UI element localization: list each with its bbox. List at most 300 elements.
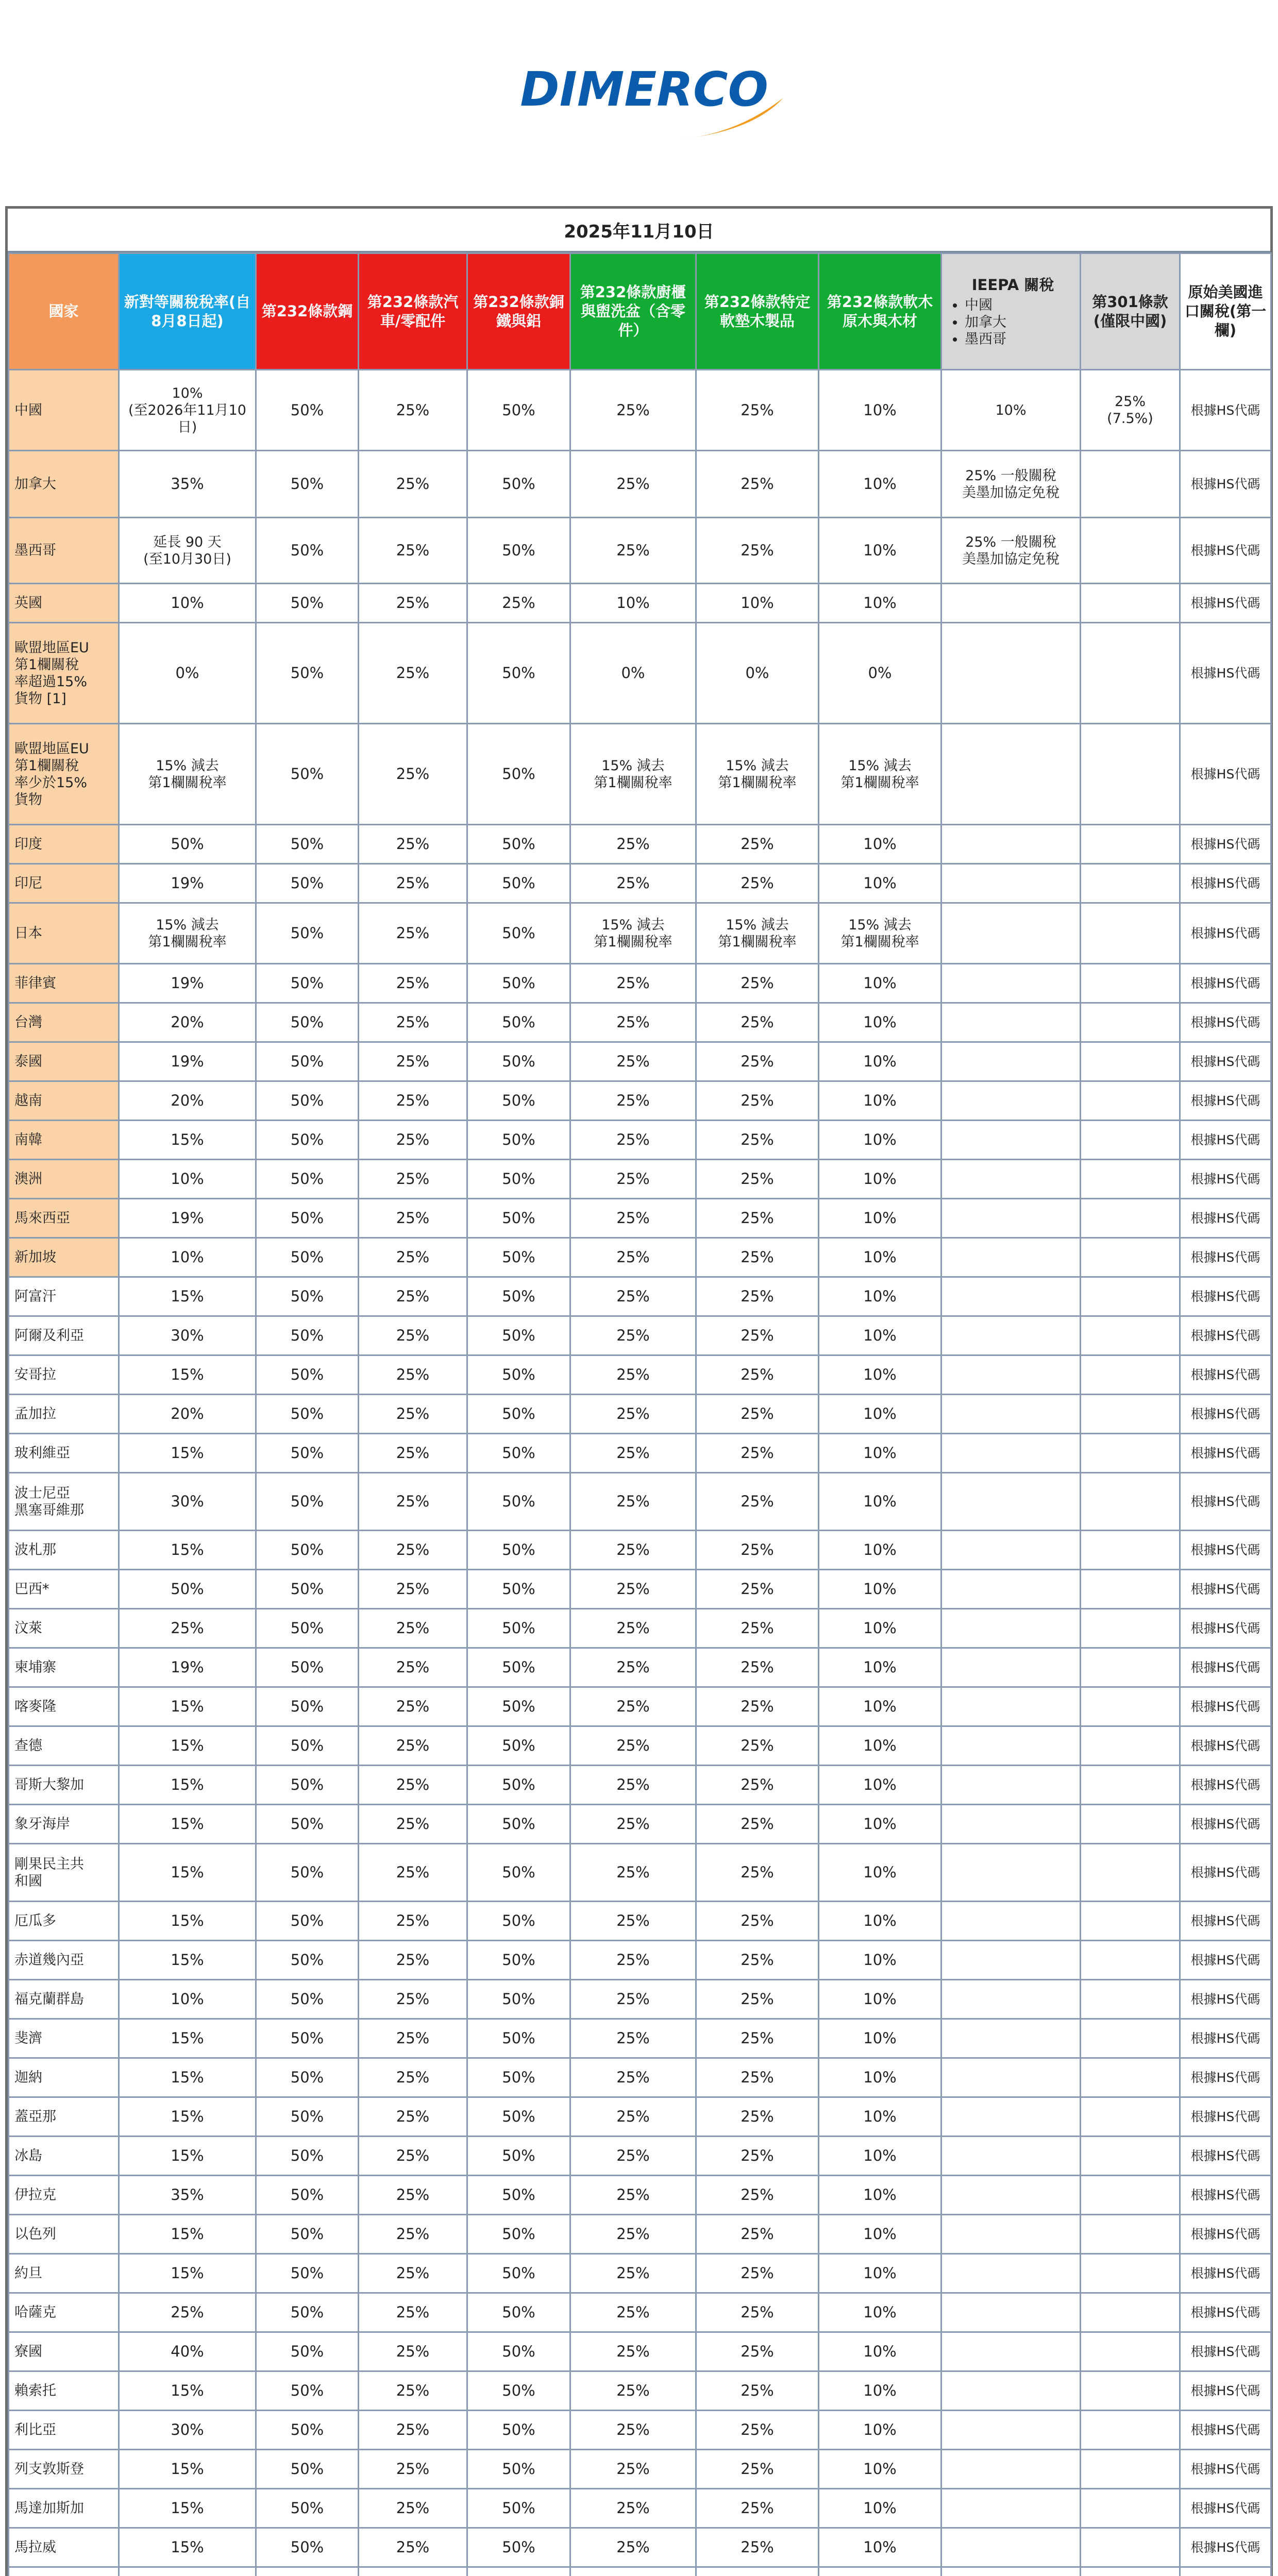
cell-copper: 50% [467, 1941, 570, 1980]
cell-sofa: 25% [696, 2215, 819, 2254]
cell-mfn: 根據HS代碼 [1180, 2019, 1271, 2058]
cell-kitchen: 25% [570, 2058, 696, 2097]
cell-mfn: 根據HS代碼 [1180, 584, 1271, 623]
cell-country: 安哥拉 [9, 1355, 119, 1395]
cell-steel: 50% [256, 2254, 359, 2293]
cell-lumber: 10% [819, 2411, 941, 2450]
cell-country: 孟加拉 [9, 1395, 119, 1434]
cell-country: 厄瓜多 [9, 1902, 119, 1941]
cell-mfn: 根據HS代碼 [1180, 370, 1271, 451]
cell-kitchen: 25% [570, 1238, 696, 1277]
header-steel: 第232條款鋼 [256, 253, 359, 370]
cell-auto: 25% [359, 1648, 467, 1687]
cell-auto: 25% [359, 2489, 467, 2528]
cell-country: 英國 [9, 584, 119, 623]
cell-steel: 50% [256, 1609, 359, 1648]
cell-copper [467, 2567, 570, 2576]
cell-mfn: 根據HS代碼 [1180, 2528, 1271, 2567]
cell-ieepa [941, 2411, 1081, 2450]
cell-lumber: 15% 減去 第1欄關稅率 [819, 724, 941, 825]
cell-sofa: 25% [696, 1726, 819, 1766]
cell-auto: 25% [359, 1238, 467, 1277]
cell-s301 [1081, 2215, 1180, 2254]
cell-ieepa [941, 2528, 1081, 2567]
cell-country: 巴西* [9, 1570, 119, 1609]
cell-reciprocal: 15% [119, 1355, 256, 1395]
cell-s301 [1081, 1726, 1180, 1766]
cell-auto: 25% [359, 2528, 467, 2567]
cell-steel: 50% [256, 1160, 359, 1199]
cell-auto: 25% [359, 1316, 467, 1355]
table-row [9, 2254, 1271, 2293]
cell-copper: 50% [467, 864, 570, 903]
cell-copper: 50% [467, 1277, 570, 1316]
cell-copper: 50% [467, 1042, 570, 1081]
cell-copper: 50% [467, 370, 570, 451]
cell-reciprocal: 19% [119, 964, 256, 1003]
cell-lumber: 10% [819, 2489, 941, 2528]
cell-copper: 50% [467, 1003, 570, 1042]
cell-ieepa [941, 1902, 1081, 1941]
cell-reciprocal: 15% [119, 1902, 256, 1941]
cell-s301 [1081, 623, 1180, 724]
cell-country: 約旦 [9, 2254, 119, 2293]
cell-kitchen: 0% [570, 623, 696, 724]
cell-lumber: 10% [819, 1844, 941, 1902]
cell-s301 [1081, 518, 1180, 584]
cell-steel: 50% [256, 724, 359, 825]
cell-s301 [1081, 2137, 1180, 2176]
cell-sofa: 25% [696, 1941, 819, 1980]
cell-steel: 50% [256, 2019, 359, 2058]
cell-steel: 50% [256, 2489, 359, 2528]
cell-ieepa [941, 1648, 1081, 1687]
cell-mfn: 根據HS代碼 [1180, 2097, 1271, 2137]
cell-auto: 25% [359, 2371, 467, 2411]
cell-reciprocal: 15% 減去 第1欄關稅率 [119, 903, 256, 964]
cell-steel: 50% [256, 1355, 359, 1395]
cell-steel: 50% [256, 1941, 359, 1980]
cell-copper: 50% [467, 1238, 570, 1277]
cell-country: 查德 [9, 1726, 119, 1766]
cell-auto: 25% [359, 2293, 467, 2332]
cell-steel: 50% [256, 1316, 359, 1355]
cell-steel: 50% [256, 518, 359, 584]
cell-s301 [1081, 1805, 1180, 1844]
cell-lumber: 10% [819, 1355, 941, 1395]
cell-sofa: 25% [696, 2332, 819, 2371]
cell-auto: 25% [359, 1434, 467, 1473]
cell-copper: 50% [467, 1316, 570, 1355]
cell-kitchen: 25% [570, 1160, 696, 1199]
cell-mfn: 根據HS代碼 [1180, 1570, 1271, 1609]
cell-steel: 50% [256, 964, 359, 1003]
cell-sofa: 25% [696, 2489, 819, 2528]
cell-lumber: 10% [819, 2254, 941, 2293]
cell-sofa: 25% [696, 1003, 819, 1042]
cell-reciprocal: 35% [119, 2176, 256, 2215]
cell-mfn: 根據HS代碼 [1180, 1160, 1271, 1199]
cell-s301 [1081, 1766, 1180, 1805]
cell-lumber: 10% [819, 2293, 941, 2332]
cell-copper: 50% [467, 1609, 570, 1648]
cell-ieepa [941, 1395, 1081, 1434]
header-copper: 第232條款銅鐵與鋁 [467, 253, 570, 370]
cell-ieepa [941, 623, 1081, 724]
cell-kitchen: 25% [570, 1316, 696, 1355]
cell-lumber: 10% [819, 1941, 941, 1980]
cell-reciprocal: 35% [119, 451, 256, 518]
table-row [9, 518, 1271, 584]
cell-reciprocal: 30% [119, 2411, 256, 2450]
cell-s301 [1081, 1687, 1180, 1726]
cell-copper: 50% [467, 1980, 570, 2019]
cell-kitchen: 25% [570, 1081, 696, 1121]
cell-sofa: 25% [696, 1395, 819, 1434]
cell-mfn: 根據HS代碼 [1180, 1316, 1271, 1355]
cell-ieepa [941, 1726, 1081, 1766]
cell-auto: 25% [359, 1395, 467, 1434]
cell-reciprocal: 10% (至2026年11月10日) [119, 370, 256, 451]
cell-s301 [1081, 2097, 1180, 2137]
cell-mfn: 根據HS代碼 [1180, 1199, 1271, 1238]
cell-lumber: 10% [819, 1042, 941, 1081]
cell-country: 寮國 [9, 2332, 119, 2371]
cell-mfn: 根據HS代碼 [1180, 1355, 1271, 1395]
dimerco-logo [495, 57, 794, 144]
cell-sofa: 25% [696, 2019, 819, 2058]
cell-kitchen: 25% [570, 1902, 696, 1941]
cell-steel: 50% [256, 1277, 359, 1316]
cell-copper: 50% [467, 1648, 570, 1687]
cell-s301 [1081, 1081, 1180, 1121]
cell-country [9, 2567, 119, 2576]
cell-mfn: 根據HS代碼 [1180, 1941, 1271, 1980]
cell-steel: 50% [256, 2332, 359, 2371]
cell-mfn: 根據HS代碼 [1180, 1902, 1271, 1941]
cell-auto: 25% [359, 451, 467, 518]
cell-mfn: 根據HS代碼 [1180, 1042, 1271, 1081]
cell-kitchen: 25% [570, 1473, 696, 1531]
table-row [9, 2332, 1271, 2371]
cell-s301 [1081, 451, 1180, 518]
cell-s301 [1081, 1003, 1180, 1042]
cell-sofa: 25% [696, 1687, 819, 1726]
cell-kitchen: 25% [570, 2371, 696, 2411]
cell-kitchen: 25% [570, 1941, 696, 1980]
cell-mfn: 根據HS代碼 [1180, 1766, 1271, 1805]
cell-country: 利比亞 [9, 2411, 119, 2450]
cell-sofa: 25% [696, 451, 819, 518]
cell-mfn: 根據HS代碼 [1180, 1238, 1271, 1277]
cell-auto: 25% [359, 2254, 467, 2293]
cell-kitchen: 25% [570, 2176, 696, 2215]
cell-lumber: 10% [819, 451, 941, 518]
cell-country: 斐濟 [9, 2019, 119, 2058]
cell-s301 [1081, 903, 1180, 964]
cell-mfn: 根據HS代碼 [1180, 1648, 1271, 1687]
cell-copper: 50% [467, 1726, 570, 1766]
cell-auto: 25% [359, 2450, 467, 2489]
cell-kitchen: 25% [570, 2332, 696, 2371]
table-row [9, 1570, 1271, 1609]
cell-ieepa: 25% 一般關稅 美墨加協定免稅 [941, 451, 1081, 518]
cell-steel [256, 2567, 359, 2576]
cell-country: 冰島 [9, 2137, 119, 2176]
cell-country: 中國 [9, 370, 119, 451]
cell-country: 馬來西亞 [9, 1199, 119, 1238]
cell-reciprocal: 10% [119, 1980, 256, 2019]
cell-copper: 50% [467, 2489, 570, 2528]
cell-sofa: 25% [696, 1355, 819, 1395]
cell-ieepa [941, 1980, 1081, 2019]
cell-kitchen: 25% [570, 451, 696, 518]
cell-steel: 50% [256, 1003, 359, 1042]
cell-country: 馬達加斯加 [9, 2489, 119, 2528]
cell-copper: 25% [467, 584, 570, 623]
cell-reciprocal: 50% [119, 1570, 256, 1609]
cell-country: 哥斯大黎加 [9, 1766, 119, 1805]
cell-auto: 25% [359, 2019, 467, 2058]
cell-ieepa [941, 1687, 1081, 1726]
cell-lumber: 10% [819, 1980, 941, 2019]
cell-ieepa [941, 964, 1081, 1003]
cell-lumber: 10% [819, 1121, 941, 1160]
cell-country: 馬拉威 [9, 2528, 119, 2567]
cell-auto: 25% [359, 1902, 467, 1941]
cell-steel: 50% [256, 1081, 359, 1121]
table-row [9, 623, 1271, 724]
cell-ieepa [941, 1199, 1081, 1238]
cell-s301 [1081, 2411, 1180, 2450]
cell-reciprocal: 15% [119, 1941, 256, 1980]
cell-auto: 25% [359, 1473, 467, 1531]
cell-kitchen: 25% [570, 1121, 696, 1160]
cell-steel: 50% [256, 2097, 359, 2137]
cell-auto: 25% [359, 1081, 467, 1121]
cell-lumber: 10% [819, 1277, 941, 1316]
cell-mfn: 根據HS代碼 [1180, 1277, 1271, 1316]
table-row [9, 1980, 1271, 2019]
cell-country: 哈薩克 [9, 2293, 119, 2332]
cell-reciprocal: 15% [119, 1277, 256, 1316]
cell-mfn: 根據HS代碼 [1180, 1844, 1271, 1902]
cell-sofa: 25% [696, 1844, 819, 1902]
cell-sofa: 25% [696, 2528, 819, 2567]
cell-lumber: 10% [819, 825, 941, 864]
cell-country: 柬埔寨 [9, 1648, 119, 1687]
cell-sofa: 25% [696, 370, 819, 451]
cell-ieepa [941, 2293, 1081, 2332]
cell-sofa [696, 2567, 819, 2576]
cell-copper: 50% [467, 1160, 570, 1199]
cell-country: 印尼 [9, 864, 119, 903]
cell-s301 [1081, 1395, 1180, 1434]
cell-lumber: 10% [819, 864, 941, 903]
cell-sofa: 25% [696, 2254, 819, 2293]
cell-s301 [1081, 1160, 1180, 1199]
cell-copper: 50% [467, 1081, 570, 1121]
cell-reciprocal: 20% [119, 1003, 256, 1042]
cell-copper: 50% [467, 2137, 570, 2176]
cell-steel: 50% [256, 2176, 359, 2215]
cell-country: 汶萊 [9, 1609, 119, 1648]
cell-mfn: 根據HS代碼 [1180, 2176, 1271, 2215]
cell-reciprocal: 15% [119, 1687, 256, 1726]
cell-s301 [1081, 2019, 1180, 2058]
cell-kitchen: 25% [570, 1199, 696, 1238]
cell-kitchen: 25% [570, 2019, 696, 2058]
cell-country: 象牙海岸 [9, 1805, 119, 1844]
cell-kitchen: 25% [570, 2489, 696, 2528]
cell-steel: 50% [256, 1473, 359, 1531]
cell-s301 [1081, 1570, 1180, 1609]
table-row [9, 1081, 1271, 1121]
table-row [9, 1003, 1271, 1042]
cell-country: 喀麥隆 [9, 1687, 119, 1726]
table-row [9, 451, 1271, 518]
cell-kitchen: 25% [570, 2097, 696, 2137]
cell-steel: 50% [256, 2058, 359, 2097]
cell-kitchen: 25% [570, 2215, 696, 2254]
cell-auto: 25% [359, 1844, 467, 1902]
cell-s301 [1081, 1609, 1180, 1648]
cell-country: 歐盟地區EU 第1欄關稅 率少於15% 貨物 [9, 724, 119, 825]
cell-kitchen: 15% 減去 第1欄關稅率 [570, 724, 696, 825]
cell-kitchen: 25% [570, 2450, 696, 2489]
cell-steel: 50% [256, 1805, 359, 1844]
table-row [9, 584, 1271, 623]
cell-auto: 25% [359, 370, 467, 451]
cell-country: 歐盟地區EU 第1欄關稅 率超過15% 貨物 [1] [9, 623, 119, 724]
cell-auto: 25% [359, 1199, 467, 1238]
cell-lumber: 10% [819, 2137, 941, 2176]
cell-steel: 50% [256, 825, 359, 864]
cell-kitchen: 25% [570, 1277, 696, 1316]
header-ieepa-item: • 墨西哥 [965, 331, 1077, 348]
cell-auto: 25% [359, 1355, 467, 1395]
cell-steel: 50% [256, 1531, 359, 1570]
cell-lumber: 10% [819, 2058, 941, 2097]
cell-lumber: 10% [819, 1726, 941, 1766]
cell-copper: 50% [467, 1902, 570, 1941]
cell-steel: 50% [256, 623, 359, 724]
cell-copper: 50% [467, 2176, 570, 2215]
cell-copper: 50% [467, 2293, 570, 2332]
cell-mfn: 根據HS代碼 [1180, 964, 1271, 1003]
cell-reciprocal: 15% [119, 2019, 256, 2058]
cell-kitchen: 15% 減去 第1欄關稅率 [570, 903, 696, 964]
cell-ieepa [941, 1042, 1081, 1081]
cell-s301 [1081, 1531, 1180, 1570]
cell-lumber: 10% [819, 2528, 941, 2567]
cell-lumber: 10% [819, 1766, 941, 1805]
table-row [9, 1434, 1271, 1473]
cell-kitchen: 25% [570, 2293, 696, 2332]
cell-mfn: 根據HS代碼 [1180, 1081, 1271, 1121]
cell-ieepa [941, 1003, 1081, 1042]
cell-copper: 50% [467, 451, 570, 518]
cell-steel: 50% [256, 1648, 359, 1687]
cell-country: 越南 [9, 1081, 119, 1121]
cell-auto: 25% [359, 1766, 467, 1805]
cell-reciprocal: 延長 90 天 (至10月30日) [119, 518, 256, 584]
cell-ieepa [941, 825, 1081, 864]
cell-s301 [1081, 1648, 1180, 1687]
cell-auto: 25% [359, 2411, 467, 2450]
cell-ieepa [941, 1844, 1081, 1902]
cell-ieepa [941, 903, 1081, 964]
cell-kitchen: 25% [570, 1766, 696, 1805]
logo-text: DIMERCO [520, 62, 768, 117]
table-row [9, 1648, 1271, 1687]
table-row [9, 1238, 1271, 1277]
cell-lumber: 10% [819, 1434, 941, 1473]
cell-country: 蓋亞那 [9, 2097, 119, 2137]
cell-lumber: 10% [819, 2215, 941, 2254]
cell-reciprocal: 15% [119, 2058, 256, 2097]
cell-s301 [1081, 1199, 1180, 1238]
cell-s301 [1081, 1042, 1180, 1081]
table-row [9, 370, 1271, 451]
cell-reciprocal: 15% [119, 2450, 256, 2489]
cell-sofa: 25% [696, 1648, 819, 1687]
cell-ieepa [941, 864, 1081, 903]
cell-lumber: 10% [819, 1316, 941, 1355]
header-kitchen: 第232條款廚櫃與盥洗盆（含零件） [570, 253, 696, 370]
cell-copper: 50% [467, 1395, 570, 1434]
cell-copper: 50% [467, 2528, 570, 2567]
cell-sofa: 25% [696, 1316, 819, 1355]
cell-lumber: 10% [819, 1395, 941, 1434]
cell-sofa: 25% [696, 1766, 819, 1805]
cell-copper: 50% [467, 1355, 570, 1395]
cell-steel: 50% [256, 903, 359, 964]
cell-s301 [1081, 1473, 1180, 1531]
cell-copper: 50% [467, 2215, 570, 2254]
cell-kitchen: 25% [570, 518, 696, 584]
cell-kitchen: 25% [570, 1609, 696, 1648]
cell-steel: 50% [256, 1687, 359, 1726]
cell-auto: 25% [359, 1805, 467, 1844]
cell-ieepa [941, 1941, 1081, 1980]
cell-kitchen: 25% [570, 1570, 696, 1609]
header-lumber: 第232條款軟木原木與木材 [819, 253, 941, 370]
cell-steel: 50% [256, 2371, 359, 2411]
table-row [9, 825, 1271, 864]
cell-copper: 50% [467, 2371, 570, 2411]
cell-mfn: 根據HS代碼 [1180, 623, 1271, 724]
cell-sofa: 25% [696, 2176, 819, 2215]
cell-kitchen: 25% [570, 964, 696, 1003]
cell-reciprocal: 10% [119, 1160, 256, 1199]
header-row [9, 253, 1271, 370]
cell-sofa: 25% [696, 2137, 819, 2176]
cell-lumber: 10% [819, 964, 941, 1003]
cell-mfn: 根據HS代碼 [1180, 1980, 1271, 2019]
cell-sofa: 25% [696, 1570, 819, 1609]
cell-country: 福克蘭群島 [9, 1980, 119, 2019]
cell-sofa: 25% [696, 1121, 819, 1160]
cell-sofa: 0% [696, 623, 819, 724]
cell-ieepa [941, 2489, 1081, 2528]
cell-ieepa [941, 2450, 1081, 2489]
cell-mfn: 根據HS代碼 [1180, 1395, 1271, 1434]
cell-sofa: 25% [696, 2411, 819, 2450]
cell-kitchen: 25% [570, 2137, 696, 2176]
cell-lumber: 10% [819, 370, 941, 451]
cell-sofa: 25% [696, 964, 819, 1003]
